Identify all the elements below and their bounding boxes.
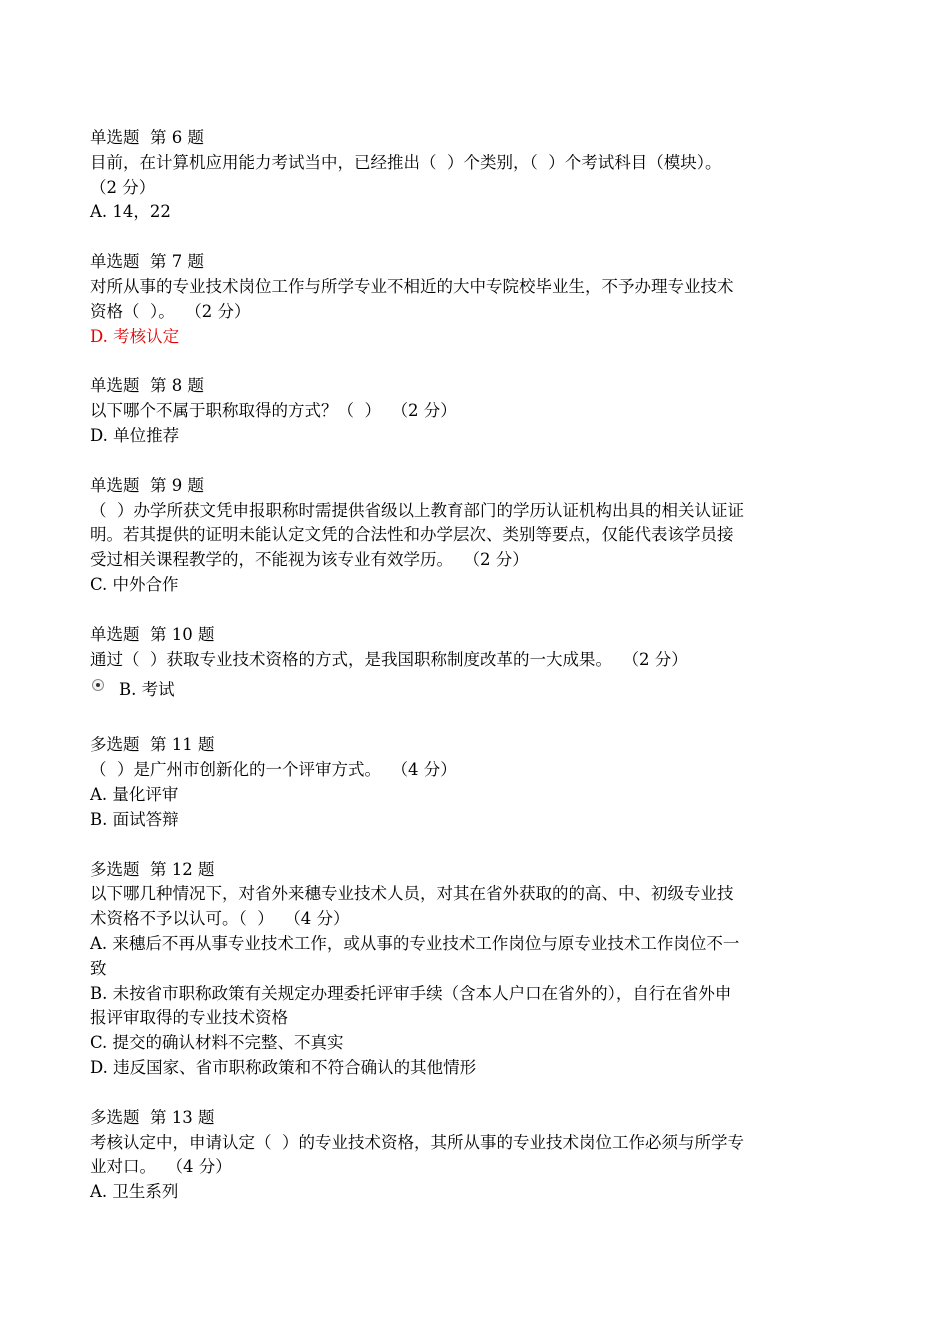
answer-option: D. 违反国家、省市职称政策和不符合确认的其他情形	[90, 1057, 477, 1077]
question-text: 考核认定中，申请认定（ ）的专业技术资格，其所从事的专业技术岗位工作必须与所学专	[90, 1132, 744, 1152]
answer-option: 报评审取得的专业技术资格	[90, 1008, 288, 1028]
question-header: 单选题 第 7 题	[90, 252, 204, 272]
exam-document	[90, 126, 860, 1230]
question-8	[90, 374, 860, 448]
question-text: 明。若其提供的证明未能认定文凭的合法性和办学层次、类别等要点，仅能代表该学员接	[90, 525, 734, 545]
question-header: 单选题 第 6 题	[90, 128, 204, 147]
question-13	[90, 1106, 860, 1205]
question-header: 多选题 第 11 题	[90, 735, 215, 755]
question-text: 以下哪个不属于职称取得的方式？（ ） （2 分）	[90, 401, 457, 421]
answer-option: A. 14，22	[90, 202, 171, 222]
question-text: 通过（ ）获取专业技术资格的方式，是我国职称制度改革的一大成果。 （2 分）	[90, 649, 688, 669]
question-text: （ ）是广州市创新化的一个评审方式。 （4 分）	[90, 760, 457, 780]
question-text: 资格（ ）。 （2 分）	[90, 301, 251, 321]
question-7	[90, 250, 860, 349]
question-text: 对所从事的专业技术岗位工作与所学专业不相近的大中专院校毕业生，不予办理专业技术	[90, 276, 734, 296]
question-11	[90, 733, 860, 832]
question-text: 受过相关课程教学的，不能视为该专业有效学历。 （2 分）	[90, 550, 529, 570]
answer-option: A. 量化评审	[90, 784, 179, 804]
answer-option: C. 中外合作	[90, 574, 179, 594]
question-header: 单选题 第 8 题	[90, 376, 204, 396]
question-text: 术资格不予以认可。（ ） （4 分）	[90, 909, 350, 929]
question-header: 单选题 第 10 题	[90, 624, 215, 644]
question-9	[90, 474, 860, 598]
question-text: 业对口。 （4 分）	[90, 1157, 232, 1177]
answer-option: B. 考试	[119, 680, 175, 700]
question-header: 单选题 第 9 题	[90, 475, 204, 495]
answer-option-highlighted: D. 考核认定	[90, 326, 180, 346]
answer-option: C. 提交的确认材料不完整、不真实	[90, 1033, 344, 1053]
question-header: 多选题 第 13 题	[90, 1107, 215, 1127]
answer-option: B. 未按省市职称政策有关规定办理委托评审手续（含本人户口在省外的），自行在省外申	[90, 983, 732, 1003]
answer-option: D. 单位推荐	[90, 425, 180, 445]
answer-option: A. 卫生系列	[90, 1182, 179, 1202]
answer-radio-row[interactable]	[90, 678, 860, 708]
answer-option: B. 面试答辩	[90, 809, 179, 829]
question-text: （ ）办学所获文凭申报职称时需提供省级以上教育部门的学历认证机构出具的相关认证证	[90, 500, 744, 520]
question-12	[90, 858, 860, 1081]
answer-option: A. 来穗后不再从事专业技术工作，或从事的专业技术工作岗位与原专业技术工作岗位不一	[90, 933, 740, 953]
question-text: 以下哪几种情况下，对省外来穗专业技术人员，对其在省外获取的的高、中、初级专业技	[90, 884, 734, 904]
question-6	[90, 126, 860, 225]
question-text: （2 分）	[90, 177, 156, 197]
answer-option: 致	[90, 958, 107, 978]
question-header: 多选题 第 12 题	[90, 859, 215, 879]
question-text: 目前，在计算机应用能力考试当中，已经推出（ ）个类别，（ ）个考试科目（模块）。	[90, 152, 722, 172]
question-10	[90, 623, 860, 709]
radio-selected-icon[interactable]	[92, 679, 104, 691]
